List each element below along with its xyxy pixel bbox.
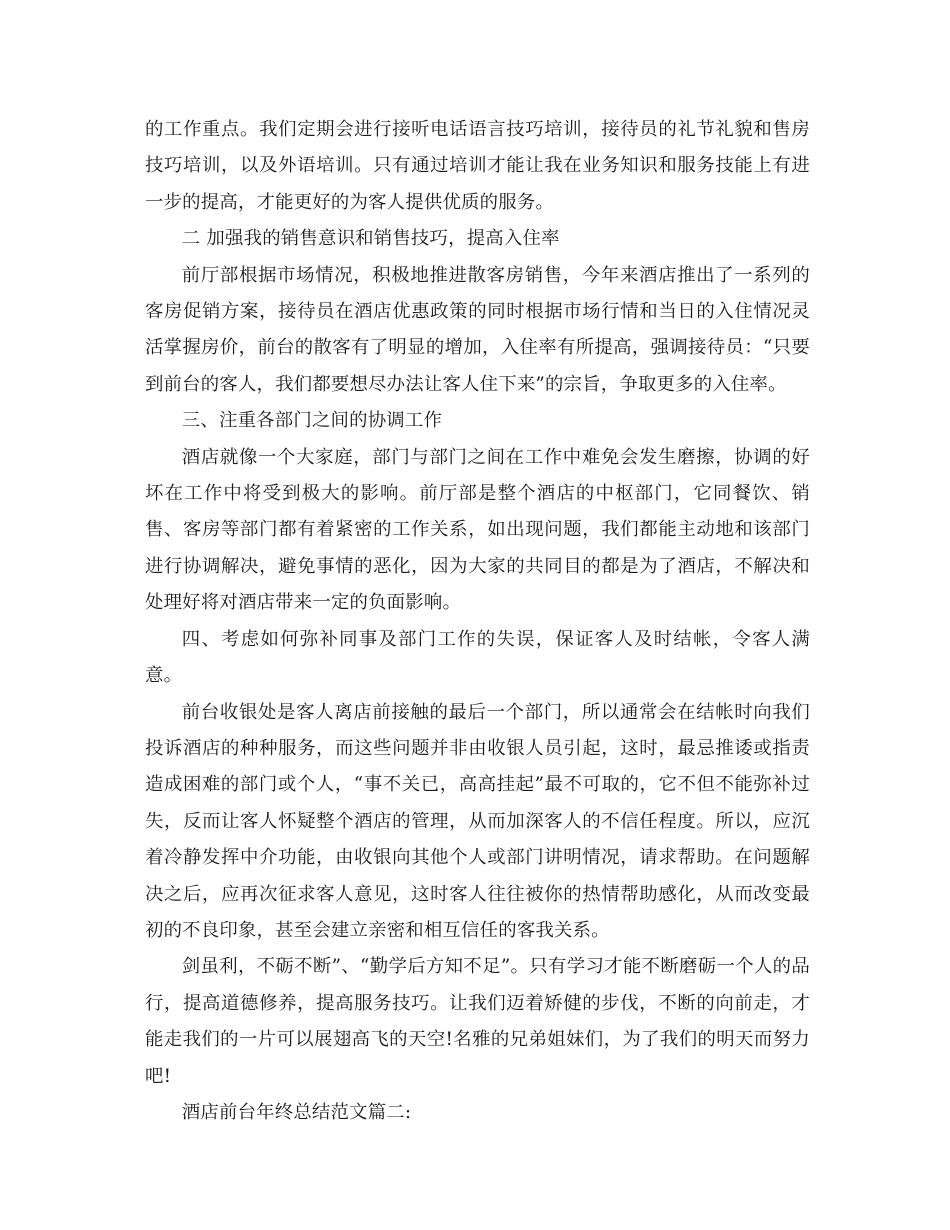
document-body	[145, 112, 810, 1131]
section-heading-3: 三、注重各部门之间的协调工作	[181, 410, 443, 432]
next-article-heading: 酒店前台年终总结范文篇二:	[181, 1101, 412, 1123]
paragraph-coordination: 酒店就像一个大家庭，部门与部门之间在工作中难免会发生磨擦，协调的好坏在工作中将受到极大的影响。前厅部是整个酒店的中枢部门，它同餐饮、销售、客房等部门都有着紧密的工作关系，如出现问题，我们都能主动地和该部门进行协调解决，避免事情的恶化，因为大家的共同目的都是为了酒店，不解决和处理好将对酒店带来一定的负面影响。	[145, 446, 810, 614]
paragraph-continuation: 的工作重点。我们定期会进行接听电话语言技巧培训，接待员的礼节礼貌和售房技巧培训，以及外语培训。只有通过培训才能让我在业务知识和服务技能上有进一步的提高，才能更好的为客人提供优质的服务。	[145, 119, 810, 213]
paragraph-sales: 前厅部根据市场情况，积极地推进散客房销售，今年来酒店推出了一系列的客房促销方案，接待员在酒店优惠政策的同时根据市场行情和当日的入住情况灵活掌握房价，前台的散客有了明显的增加，入住率有所提高，强调接待员：“只要到前台的客人，我们都要想尽办法让客人住下来”的宗旨，争取更多的入住率。	[145, 264, 810, 395]
section-heading-2: 二 加强我的销售意识和销售技巧，提高入住率	[181, 228, 560, 250]
paragraph-closing: 剑虽利，不砺不断”、“勤学后方知不足”。只有学习才能不断磨砺一个人的品行，提高道德修养，提高服务技巧。让我们迈着矫健的步伐，不断的向前走，才能走我们的一片可以展翅高飞的天空!名雅的兄弟姐妹们，为了我们的明天而努力吧!	[145, 956, 810, 1087]
paragraph-cashier: 前台收银处是客人离店前接触的最后一个部门，所以通常会在结帐时向我们投诉酒店的种种服务，而这些问题并非由收银人员引起，这时，最忌推诿或指责造成困难的部门或个人，“事不关已，高高挂起”最不可取的，它不但不能弥补过失，反而让客人怀疑整个酒店的管理，从而加深客人的不信任程度。所以，应沉着冷静发挥中介功能，由收银向其他个人或部门讲明情况，请求帮助。在问题解决之后，应再次征求客人意见，这时客人往往被你的热情帮助感化，从而改变最初的不良印象，甚至会建立亲密和相互信任的客我关系。	[145, 701, 810, 941]
section-heading-4: 四、考虑如何弥补同事及部门工作的失误，保证客人及时结帐，令客人满意。	[145, 628, 810, 687]
